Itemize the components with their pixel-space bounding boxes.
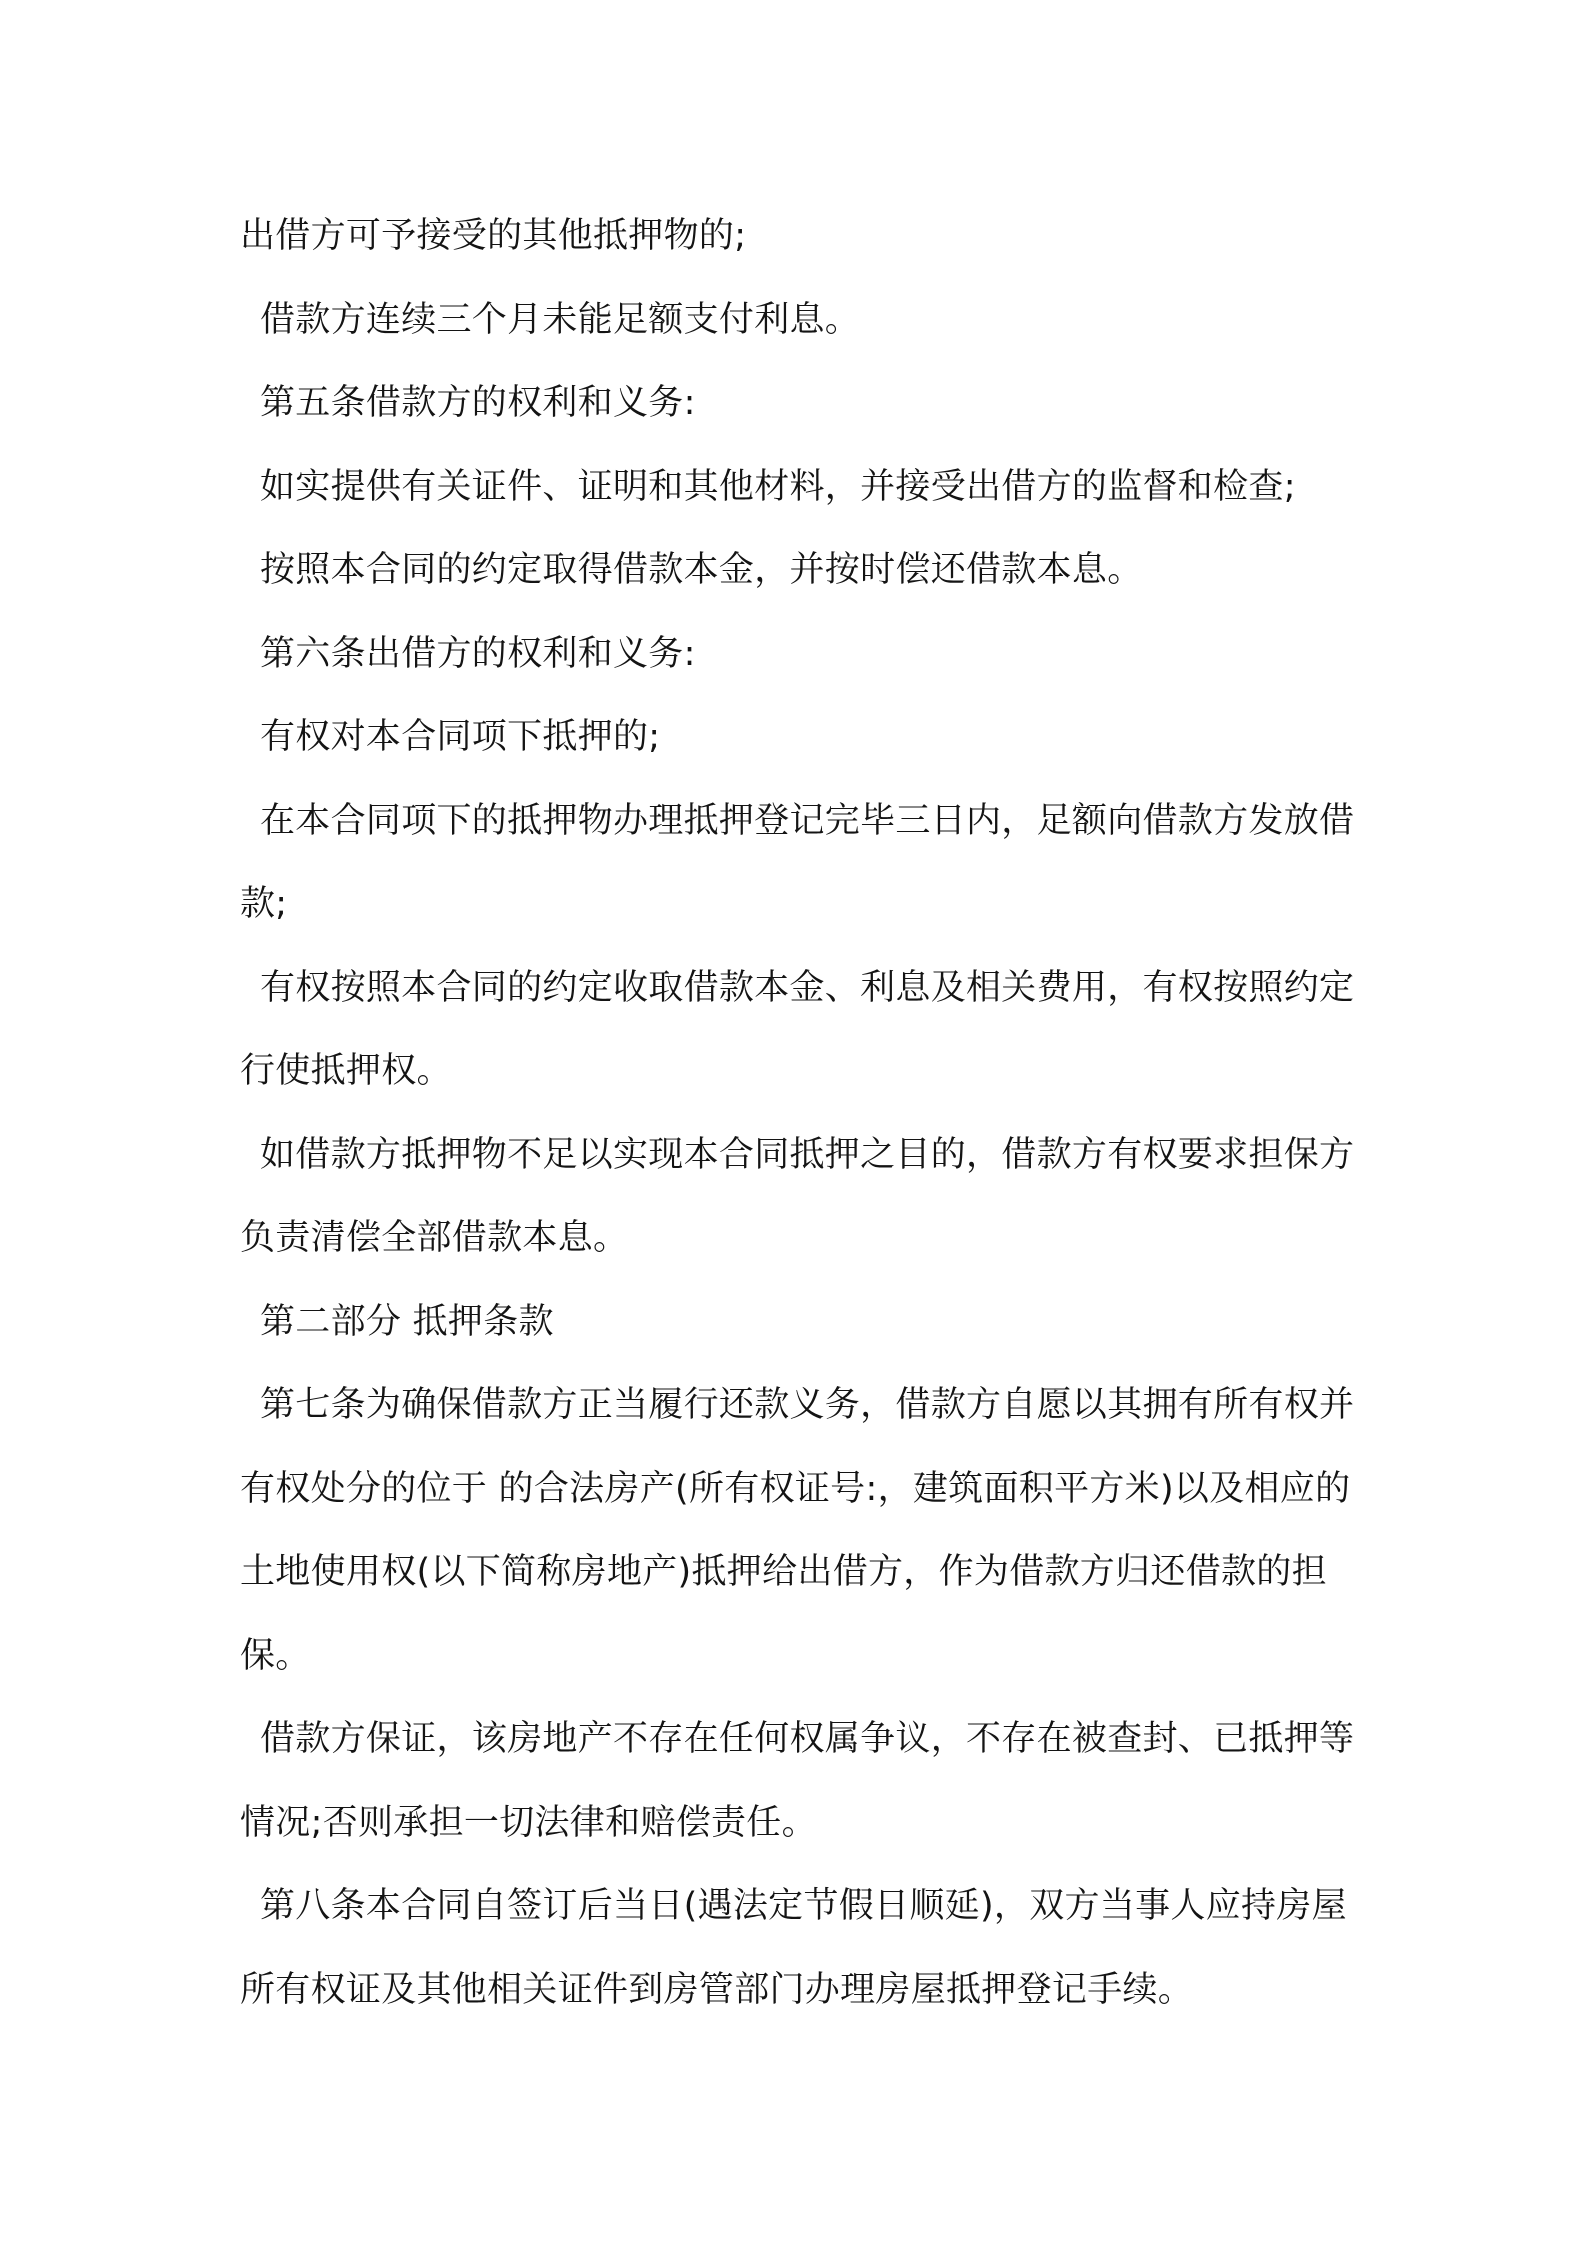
paragraph-text: 如借款方抵押物不足以实现本合同抵押之目的，借款方有权要求担保方负责清偿全部借款本息。 — [240, 1134, 1355, 1258]
paragraph — [240, 1364, 1360, 1698]
paragraph-text: 有权对本合同项下抵押的; — [260, 717, 661, 757]
paragraph-text: 有权按照本合同的约定收取借款本金、利息及相关费用，有权按照约定行使抵押权。 — [240, 967, 1355, 1091]
paragraph — [240, 696, 1360, 780]
paragraph-text: 借款方连续三个月未能足额支付利息。 — [260, 299, 861, 340]
paragraph-text: 第二部分 抵押条款 — [260, 1301, 554, 1342]
paragraph — [240, 529, 1360, 613]
paragraph-text: 第七条为确保借款方正当履行还款义务，借款方自愿以其拥有所有权并有权处分的位于 的合法房产(所有权证号:，建筑面积平方米)以及相应的土地使用权(以下简称房地产)抵押给出借方，作为借款方归还借款的担保。 — [240, 1385, 1355, 1676]
paragraph — [240, 1865, 1360, 2032]
paragraph — [240, 947, 1360, 1114]
paragraph-text: 在本合同项下的抵押物办理抵押登记完毕三日内，足额向借款方发放借款; — [240, 800, 1355, 924]
paragraph-text: 如实提供有关证件、证明和其他材料，并接受出借方的监督和检查; — [260, 466, 1296, 507]
paragraph-text: 第六条出借方的权利和义务: — [260, 633, 696, 674]
paragraph-text: 第八条本合同自签订后当日(遇法定节假日顺延)，双方当事人应持房屋所有权证及其他相关证件到房管部门办理房屋抵押登记手续。 — [240, 1886, 1347, 2010]
paragraph-text: 按照本合同的约定取得借款本金，并按时偿还借款本息。 — [260, 550, 1143, 590]
paragraph-text: 借款方保证，该房地产不存在任何权属争议，不存在被查封、已抵押等情况;否则承担一切法律和赔偿责任。 — [240, 1719, 1355, 1843]
paragraph-text: 第五条借款方的权利和义务: — [260, 383, 696, 423]
section-heading — [240, 613, 1360, 697]
paragraph — [240, 279, 1360, 363]
paragraph — [240, 780, 1360, 947]
document-body — [240, 195, 1360, 2032]
part-heading — [240, 1281, 1360, 1365]
paragraph — [240, 1114, 1360, 1281]
paragraph: 出借方可予接受的其他抵押物的; — [240, 216, 747, 256]
paragraph — [240, 446, 1360, 530]
section-heading — [240, 362, 1360, 446]
paragraph — [240, 1698, 1360, 1865]
